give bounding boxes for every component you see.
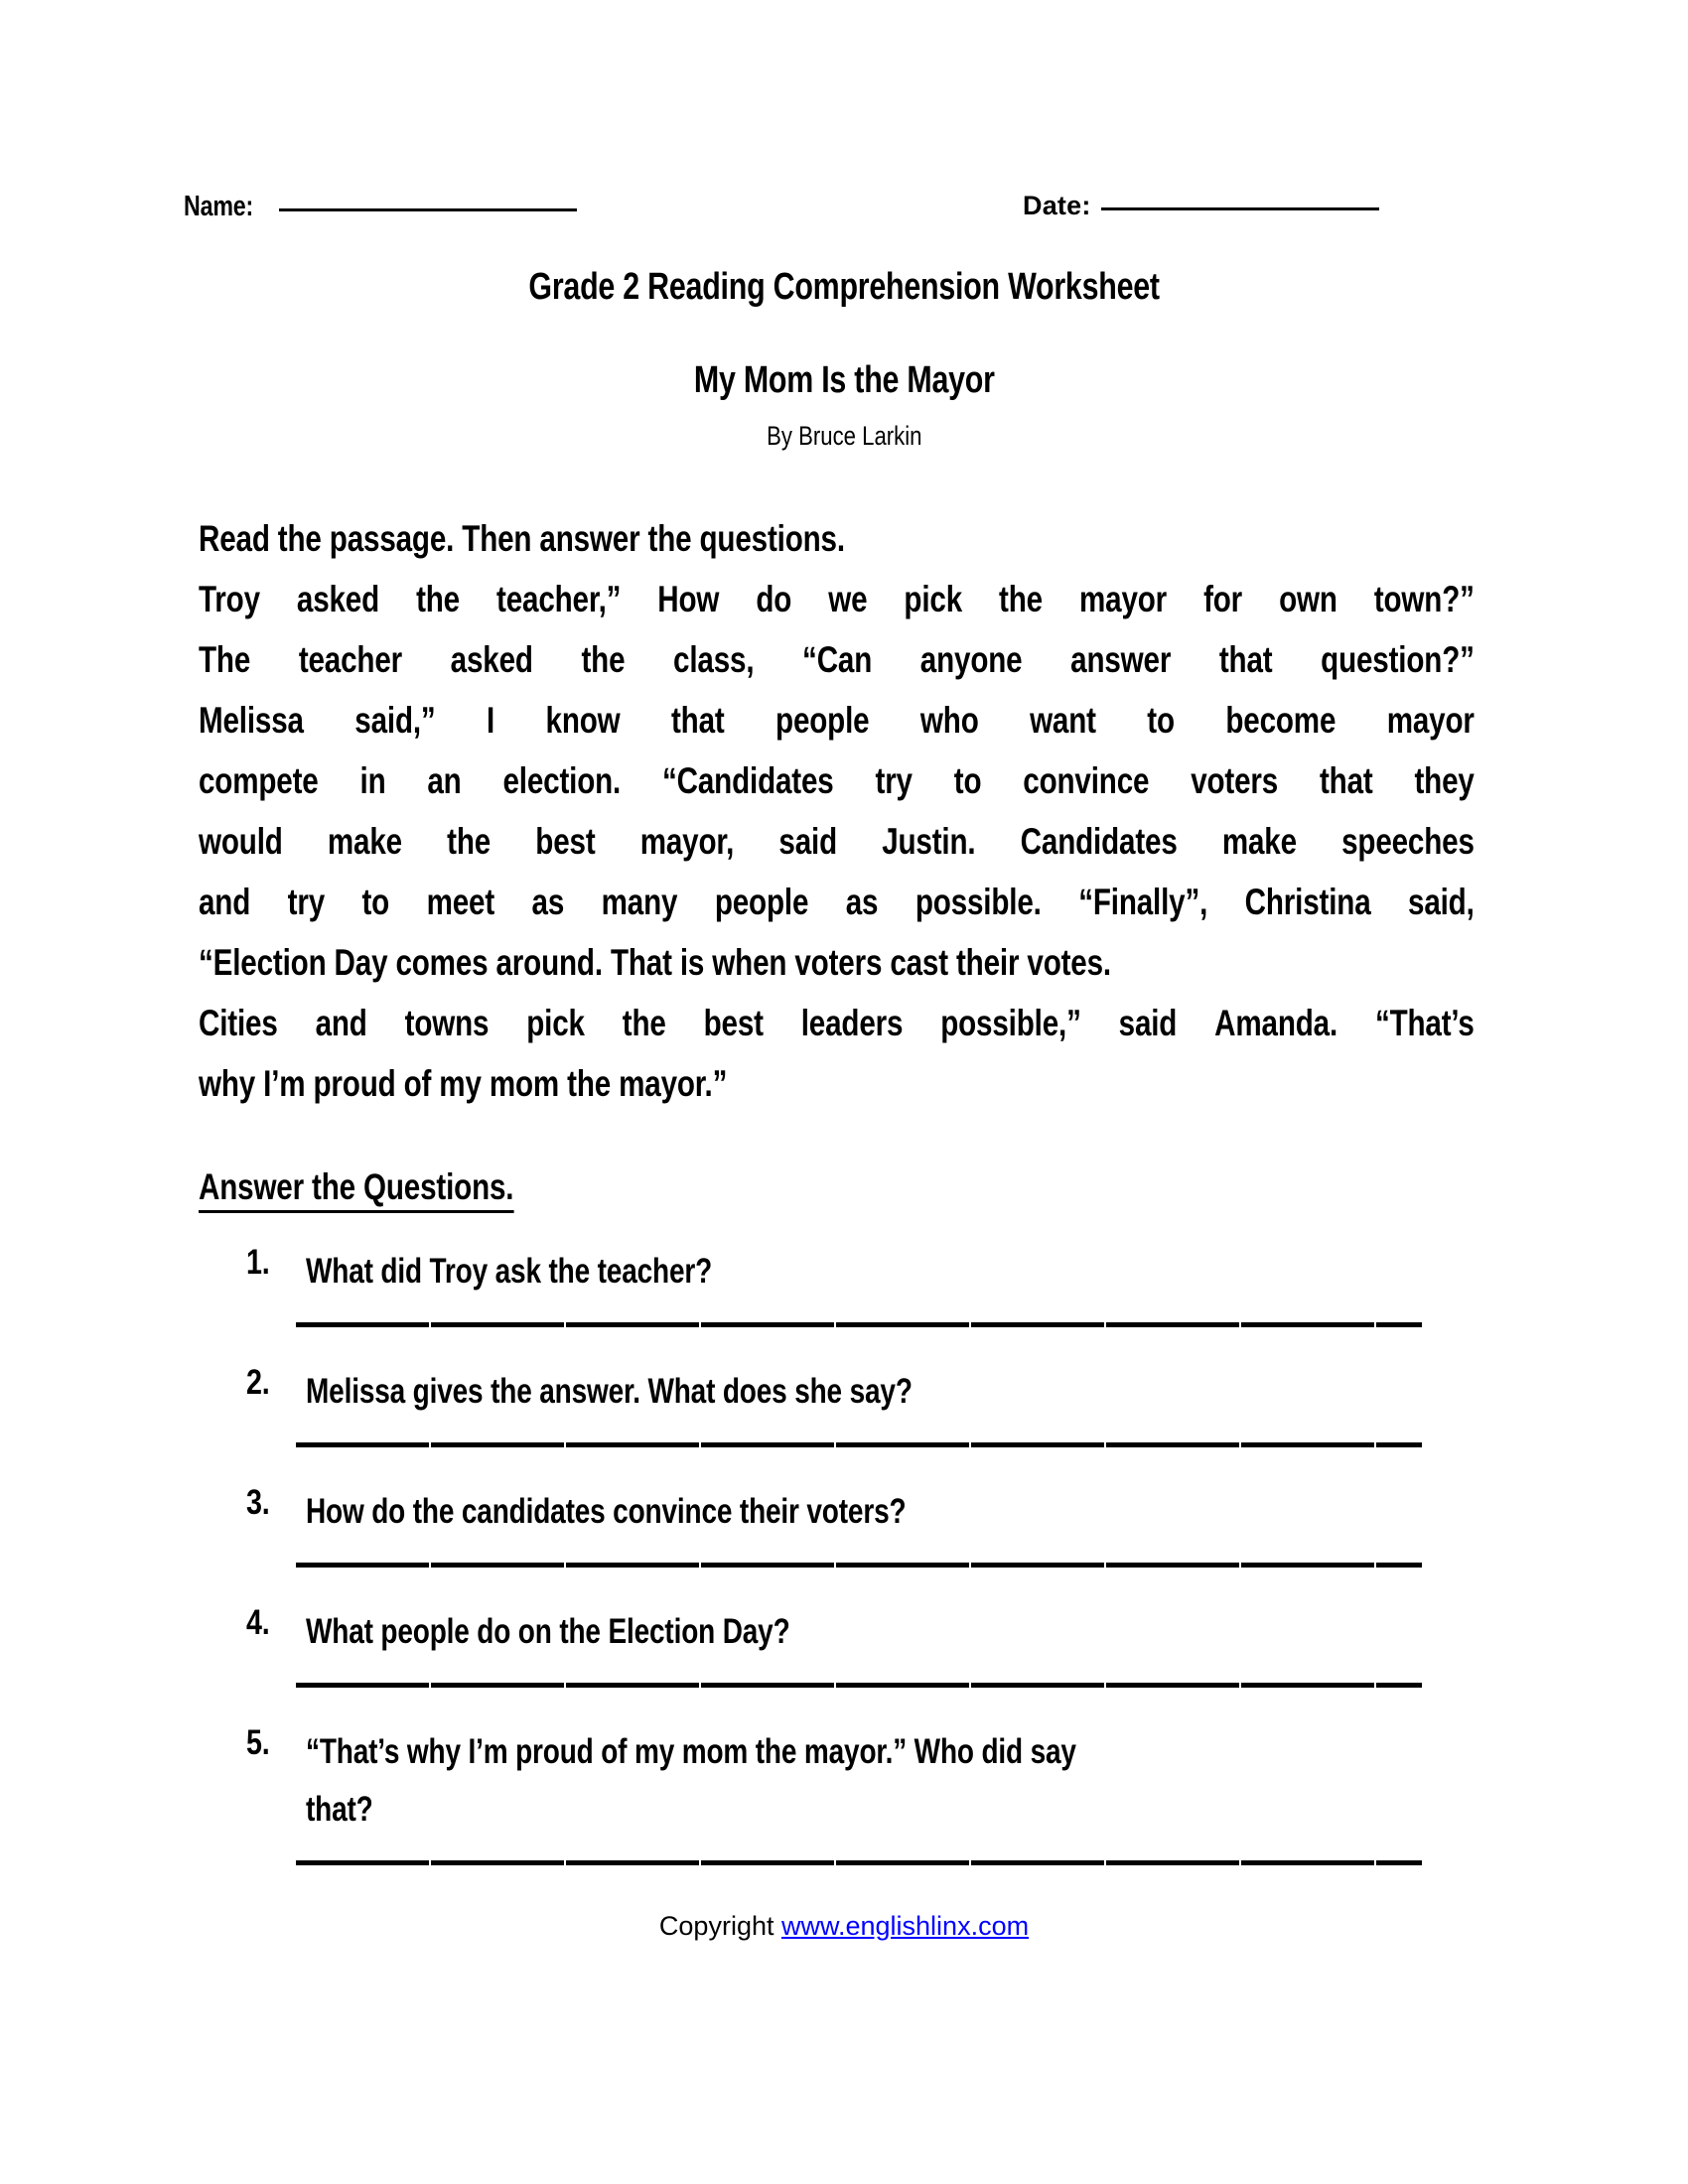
question-text-line1: What did Troy ask the teacher? (306, 1252, 713, 1291)
question-number (246, 1243, 306, 1283)
question-number (246, 1723, 306, 1763)
worksheet-title (0, 266, 1688, 309)
passage-line (199, 932, 1475, 993)
answer-write-line[interactable] (296, 1860, 1422, 1865)
question-number (246, 1603, 306, 1643)
date-field-group (1023, 191, 1379, 221)
question-item (246, 1363, 1477, 1447)
question-text-line1: What people do on the Election Day? (306, 1612, 790, 1651)
question-header (246, 1603, 1477, 1661)
question-text (306, 1363, 1477, 1421)
story-title-text: My Mom Is the Mayor (693, 359, 995, 401)
passage-line (199, 751, 1475, 811)
passage-line (199, 993, 1475, 1053)
question-item (246, 1483, 1477, 1568)
question-number (246, 1363, 306, 1403)
passage-line-text: would make the best mayor, said Justin. Candidates make speeches (199, 821, 1475, 862)
passage-line-text: “Election Day comes around. That is when voters cast their votes. (199, 942, 1111, 983)
passage-line (199, 569, 1475, 629)
question-text (306, 1603, 1477, 1661)
passage-line (199, 811, 1475, 872)
question-header (246, 1363, 1477, 1421)
passage-line (199, 872, 1475, 932)
question-text (306, 1483, 1477, 1541)
passage-instruction (199, 508, 1475, 569)
question-item (246, 1243, 1477, 1327)
question-number-text: 3. (246, 1483, 270, 1522)
reading-passage (199, 508, 1475, 1114)
name-write-line[interactable] (279, 208, 577, 211)
question-text-line2: that? (306, 1790, 373, 1829)
name-field-group (184, 191, 577, 223)
story-byline (0, 421, 1688, 452)
passage-body (199, 569, 1475, 1114)
question-item (246, 1723, 1477, 1865)
passage-line-text: Cities and towns pick the best leaders possible,” said Amanda. “That’s (199, 1003, 1475, 1043)
question-number-text: 1. (246, 1243, 270, 1282)
question-header (246, 1723, 1477, 1839)
answer-write-line[interactable] (296, 1442, 1422, 1447)
passage-instruction-text: Read the passage. Then answer the questions. (199, 518, 845, 559)
passage-line (199, 690, 1475, 751)
passage-line-text: Melissa said,” I know that people who want to become mayor (199, 700, 1475, 741)
date-label: Date: (1023, 191, 1091, 220)
student-info-header (184, 191, 1440, 234)
answer-section-heading-text: Answer the Questions. (199, 1166, 513, 1213)
passage-line (199, 1053, 1475, 1114)
question-text-line1: “That’s why I’m proud of my mom the mayor.” Who did say (306, 1732, 1076, 1771)
story-title (0, 359, 1688, 402)
passage-line-text: why I’m proud of my mom the mayor.” (199, 1063, 728, 1104)
question-text (306, 1723, 1477, 1839)
answer-write-line[interactable] (296, 1683, 1422, 1688)
passage-line-text: The teacher asked the class, “Can anyone answer that question?” (199, 639, 1475, 680)
passage-line (199, 629, 1475, 690)
name-label: Name: (184, 191, 254, 222)
date-write-line[interactable] (1101, 207, 1379, 210)
question-number-text: 5. (246, 1723, 270, 1762)
passage-line-text: compete in an election. “Candidates try to convince voters that they (199, 760, 1475, 801)
answer-write-line[interactable] (296, 1322, 1422, 1327)
copyright-label: Copyright (658, 1911, 781, 1941)
answer-write-line[interactable] (296, 1563, 1422, 1568)
englishlinx-link[interactable]: www.englishlinx.com (780, 1911, 1030, 1941)
passage-line-text: Troy asked the teacher,” How do we pick the mayor for own town?” (199, 579, 1475, 619)
answer-section-heading (199, 1166, 593, 1213)
question-text-line1: Melissa gives the answer. What does she say? (306, 1372, 913, 1411)
question-list (246, 1243, 1477, 1901)
question-header (246, 1243, 1477, 1300)
passage-line-text: and try to meet as many people as possible. “Finally”, Christina said, (199, 882, 1475, 922)
question-text-line1: How do the candidates convince their voters? (306, 1492, 907, 1531)
footer (0, 1911, 1688, 1942)
question-item (246, 1603, 1477, 1688)
question-number-text: 4. (246, 1603, 270, 1642)
question-text (306, 1243, 1477, 1300)
question-number (246, 1483, 306, 1523)
question-number-text: 2. (246, 1363, 270, 1402)
worksheet-title-text: Grade 2 Reading Comprehension Worksheet (528, 266, 1160, 308)
story-byline-text: By Bruce Larkin (766, 421, 922, 451)
question-header (246, 1483, 1477, 1541)
